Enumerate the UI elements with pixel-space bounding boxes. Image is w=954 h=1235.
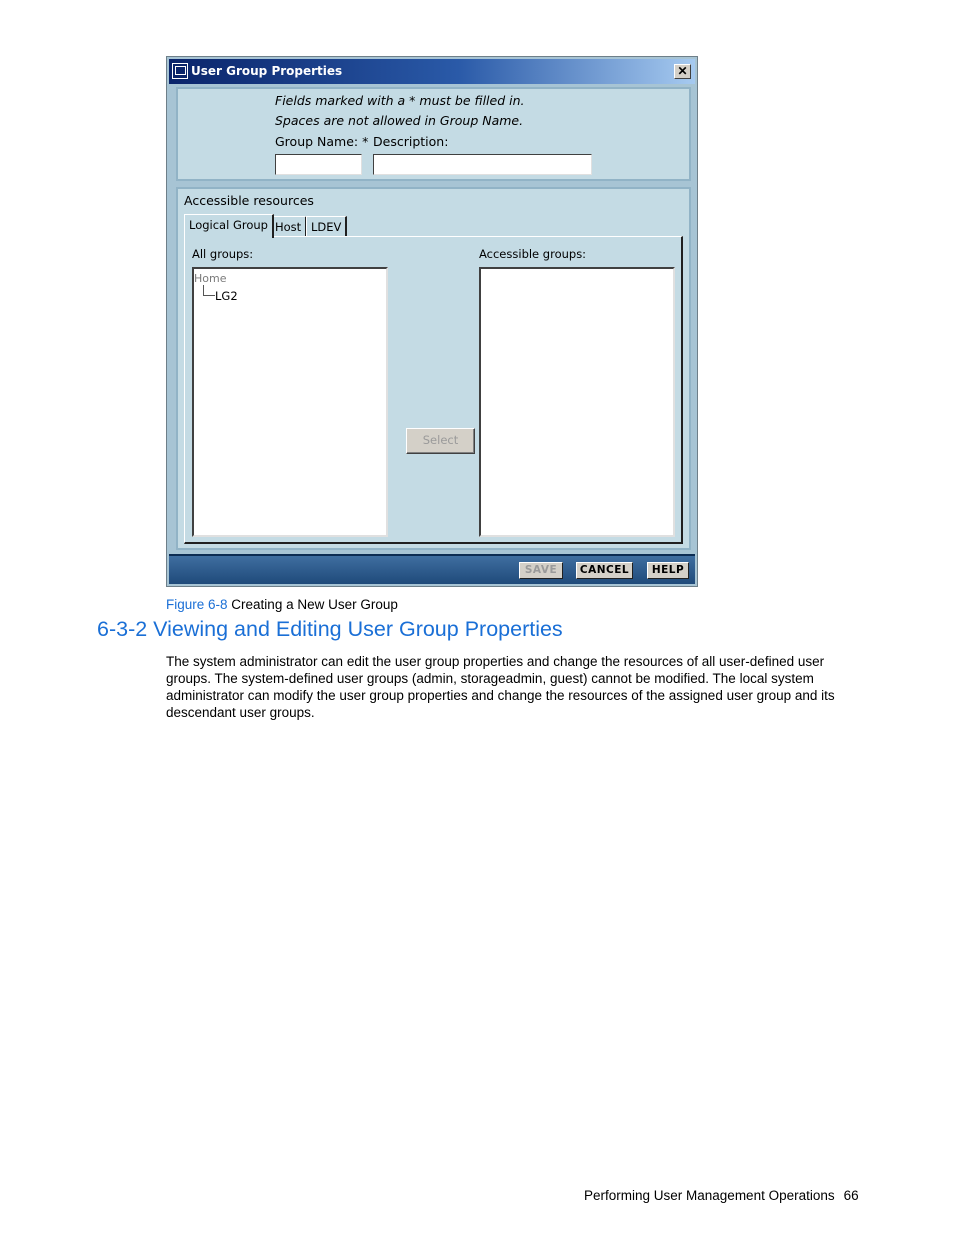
all-groups-label: All groups: — [192, 247, 254, 261]
figure-caption-text: Creating a New User Group — [231, 597, 398, 612]
close-icon[interactable]: ✕ — [674, 64, 691, 79]
section-heading: 6-3-2 Viewing and Editing User Group Properties — [97, 617, 563, 641]
tab-logical-group[interactable]: Logical Group — [184, 214, 274, 238]
figure-reference-link[interactable]: Figure 6-8 — [166, 597, 228, 612]
select-button[interactable]: Select — [406, 428, 475, 454]
spaces-hint: Spaces are not allowed in Group Name. — [275, 113, 524, 128]
tab-ldev[interactable]: LDEV — [306, 216, 347, 236]
save-button[interactable]: SAVE — [519, 562, 563, 579]
cancel-button[interactable]: CANCEL — [576, 562, 633, 579]
dialog-title: User Group Properties — [191, 64, 343, 78]
accessible-resources-panel — [176, 187, 691, 550]
app-icon — [172, 63, 188, 79]
logical-group-tab-panel — [184, 236, 683, 544]
section-paragraph: The system administrator can edit the user group properties and change the resources of all user-defined user groups. The system-defined user groups (admin, storageadmin, guest) cannot be modified. The local system administrator can modify the user group properties and change the resources of the assigned user group and its descendant user groups. — [166, 654, 835, 720]
all-groups-tree[interactable] — [192, 267, 388, 537]
group-info-panel — [176, 87, 691, 181]
accessible-resources-title: Accessible resources — [184, 193, 314, 208]
description-label: Description: — [373, 134, 449, 149]
page-number: 66 — [843, 1188, 859, 1203]
accessible-groups-label: Accessible groups: — [479, 247, 587, 261]
required-fields-hint: Fields marked with a * must be filled in. — [275, 93, 525, 108]
page-footer-title: Performing User Management Operations — [584, 1188, 835, 1203]
user-group-properties-dialog — [166, 56, 698, 587]
dialog-title-bar[interactable] — [169, 59, 695, 84]
tree-connector — [203, 285, 215, 296]
group-name-label: Group Name: * — [275, 134, 369, 149]
description-field[interactable] — [373, 154, 592, 175]
help-button[interactable]: HELP — [647, 562, 689, 579]
group-name-field[interactable] — [275, 154, 362, 175]
figure-caption — [166, 597, 398, 612]
accessible-groups-list[interactable] — [479, 267, 675, 537]
tree-node-home[interactable]: Home — [194, 272, 227, 285]
tree-node-lg2[interactable]: LG2 — [215, 289, 238, 303]
dialog-footer — [169, 554, 695, 584]
page-footer — [584, 1188, 859, 1203]
tab-host[interactable]: Host — [270, 216, 307, 236]
